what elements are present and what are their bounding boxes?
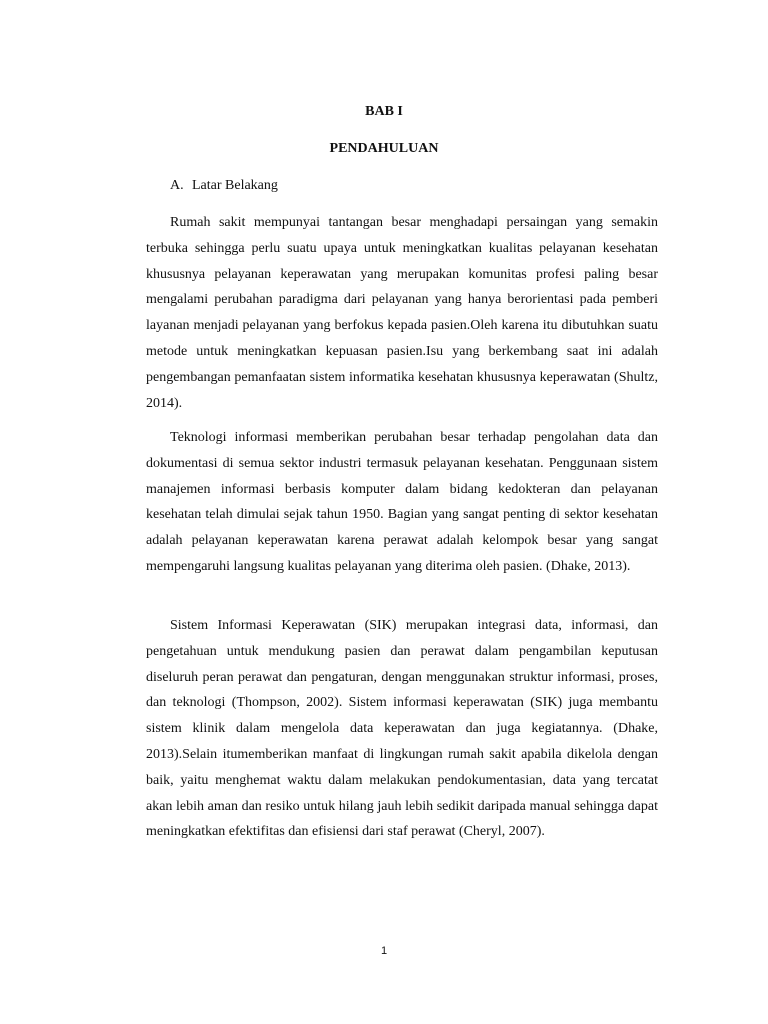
chapter-number: BAB I bbox=[365, 104, 403, 119]
section-heading bbox=[170, 178, 278, 194]
paragraph-3: Sistem Informasi Keperawatan (SIK) merupakan integrasi data, informasi, dan pengetahuan untuk mendukung pasien dan perawat dalam pengambilan keputusan diseluruh peran perawat dan pengaturan, dengan menggunakan struktur informasi, proses, dan teknologi (Thompson, 2002). Sistem informasi keperawatan (SIK) juga membantu sistem klinik dalam mengelola data keperawatan dan juga kegiatannya. (Dhake, 2013).Selain itumemberikan manfaat di lingkungan rumah sakit apabila dikelola dengan baik, yaitu menghemat waktu dalam melakukan pendokumentasian, data yang tercatat akan lebih aman dan resiko untuk hilang jauh lebih sedikit daripada manual sehingga dapat meningkatkan efektifitas dan efisiensi dari staf perawat (Cheryl, 2007). bbox=[146, 618, 658, 840]
section-number: A. bbox=[170, 178, 184, 193]
paragraph-2: Teknologi informasi memberikan perubahan besar terhadap pengolahan data dan dokumentasi di semua sektor industri termasuk pelayanan kesehatan. Penggunaan sistem manajemen informasi berbasis komputer dalam bidang kedokteran dan pelayanan kesehatan telah dimulai sejak tahun 1950. Bagian yang sangat penting di sektor kesehatan adalah pelayanan keperawatan karena perawat adalah kelompok besar yang sangat mempengaruhi langsung kualitas pelayanan yang diterima oleh pasien. (Dhake, 2013). bbox=[146, 430, 658, 574]
section-title: Latar Belakang bbox=[192, 178, 278, 193]
chapter-title: PENDAHULUAN bbox=[329, 141, 439, 156]
page-number: 1 bbox=[380, 945, 388, 957]
paragraph-1: Rumah sakit mempunyai tantangan besar menghadapi persaingan yang semakin terbuka sehingga perlu suatu upaya untuk meningkatkan kualitas pelayanan kesehatan khususnya pelayanan keperawatan yang merupakan komunitas profesi paling besar mengalami perubahan paradigma dari pelayanan yang hanya berorientasi pada pemberi layanan menjadi pelayanan yang berfokus kepada pasien.Oleh karena itu dibutuhkan suatu metode untuk meningkatkan kepuasan pasien.Isu yang berkembang saat ini adalah pengembangan pemanfaatan sistem informatika kesehatan khususnya keperawatan (Shultz, 2014). bbox=[146, 215, 658, 411]
